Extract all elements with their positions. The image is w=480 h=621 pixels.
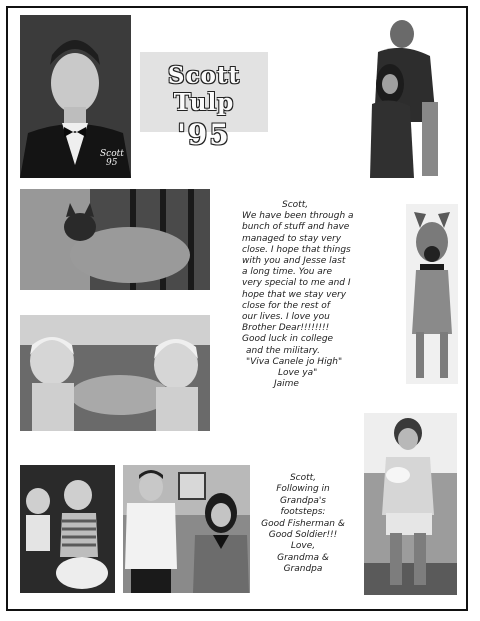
jaime-letter — [242, 200, 362, 390]
couple-photo — [364, 12, 448, 178]
signature-name: Scott — [100, 149, 124, 159]
cat-photo — [20, 189, 210, 290]
jaime-letter-line: "Viva Canele jo High" — [246, 356, 343, 367]
grandparents-note-line: Following in — [276, 484, 330, 495]
portrait-signature — [100, 150, 124, 168]
yearbook-page — [6, 6, 468, 611]
jaime-letter-line: Jaime — [274, 379, 299, 390]
jaime-letter-line: managed to stay very — [242, 233, 342, 244]
jaime-letter-line: Love ya" — [278, 368, 318, 379]
title-plate — [140, 52, 268, 151]
jaime-letter-line: very special to me and I — [242, 278, 351, 289]
toddlers-photo — [20, 315, 210, 431]
title-year: '95 — [177, 118, 231, 151]
jaime-letter-line: our lives. I love you — [242, 312, 330, 323]
signature-year: 95 — [106, 158, 118, 168]
jaime-letter-line: with you and Jesse last — [242, 256, 346, 267]
title-name: Scott Tulp — [167, 62, 241, 116]
grandparents-note-line: Good Soldier!!! — [268, 530, 338, 541]
jaime-letter-line: close for the rest of — [242, 300, 330, 311]
grandparents-note-line: Good Fisherman & — [261, 518, 345, 529]
grandparents-note-line: Grandpa — [283, 564, 323, 575]
jaime-letter-line: We have been through a — [242, 211, 354, 222]
jaime-letter-line: hope that we stay very — [242, 289, 347, 300]
jaime-letter-line: Scott, — [282, 200, 309, 210]
grandparents-note-line: Scott, — [289, 473, 317, 483]
grandparents-note — [248, 473, 358, 576]
jaime-letter-line: Good luck in college — [242, 334, 334, 345]
jaime-letter-line: Brother Dear!!!!!!!! — [242, 323, 330, 334]
jaime-letter-line: bunch of stuff and have — [242, 222, 350, 233]
grandparents-note-line: Grandma & — [277, 552, 329, 563]
baby-toy-photo — [20, 465, 115, 593]
grandparents-note-line: footsteps: — [280, 507, 326, 518]
jaime-letter-line: close. I hope that things — [242, 244, 351, 255]
grandparents-note-line: Love, — [290, 541, 316, 552]
siblings-photo — [123, 465, 250, 593]
dog-photo — [406, 204, 458, 384]
jaime-letter-line: a long time. You are — [242, 267, 333, 278]
grandparents-note-line: Grandpa's — [280, 495, 326, 506]
boy-fishing-photo — [364, 413, 457, 595]
jaime-letter-line: and the military. — [246, 345, 320, 356]
